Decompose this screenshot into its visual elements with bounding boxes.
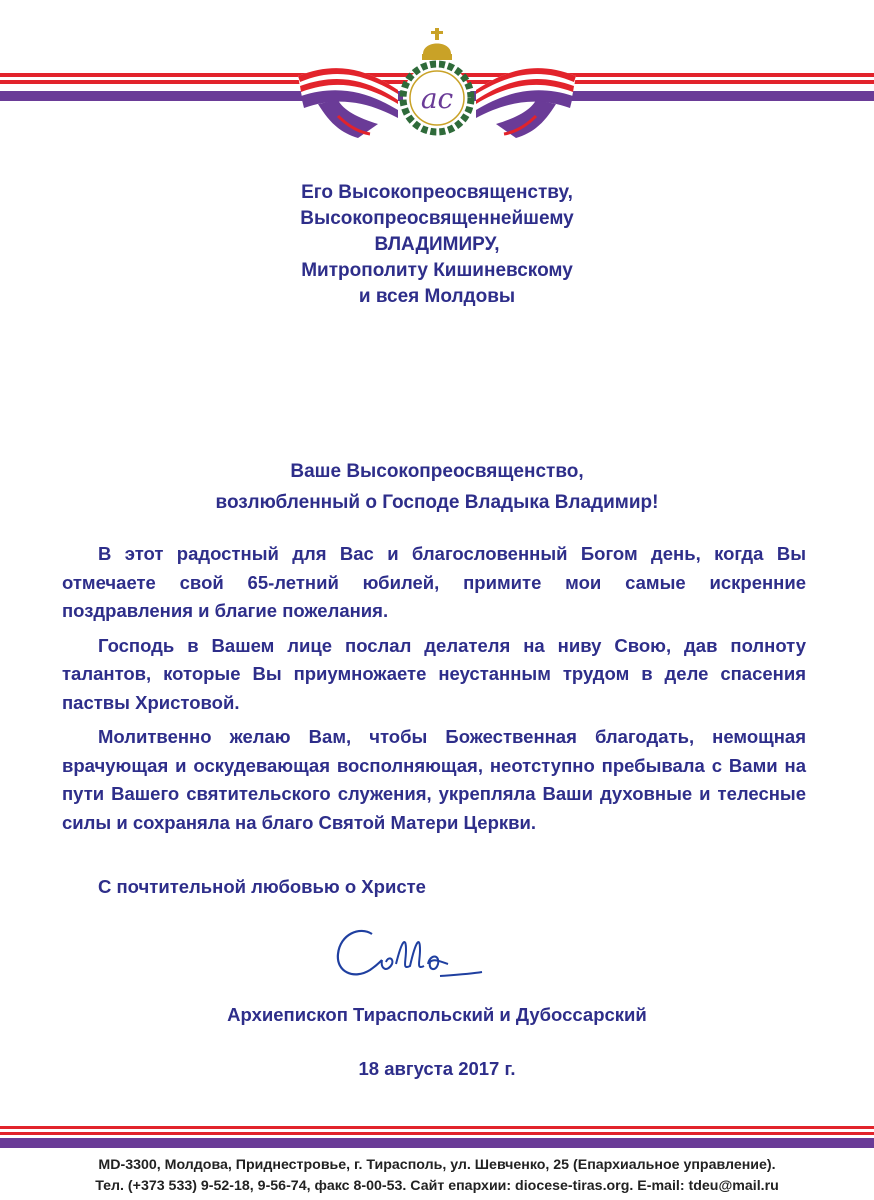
addressee-line: Митрополиту Кишиневскому xyxy=(301,260,573,281)
closing-line: С почтительной любовью о Христе xyxy=(98,876,426,897)
addressee-line: Его Высокопреосвященству, xyxy=(301,182,573,203)
signer-title: Архиепископ Тираспольский и Дубоссарский xyxy=(227,1004,647,1025)
addressee-line: Высокопреосвященнейшему xyxy=(300,208,574,229)
handwritten-signature xyxy=(330,920,500,990)
left-ribbon-icon xyxy=(298,68,398,138)
letterhead-stripes-bottom xyxy=(0,1126,874,1150)
diocese-emblem xyxy=(298,20,576,160)
letter-date: 18 августа 2017 г. xyxy=(358,1058,516,1079)
footer-contacts xyxy=(0,1155,874,1197)
body-paragraph: В этот радостный для Вас и благословенный Богом день, когда Вы отмечаете свой 65-летний юбилей, примите мои самые искренние поздравления и благие пожелания. xyxy=(62,543,806,621)
greeting-block xyxy=(0,456,874,518)
addressee-line: и всея Молдовы xyxy=(358,286,516,307)
body-paragraph: Молитвенно желаю Вам, чтобы Божественная благодать, немощная врачующая и оскудевающая восполняющая, неотступно пребывала с Вами на пути Вашего святительского служения, укрепляла Ваши духовные и телесные силы и сохраняла на благо Святой Матери Церкви. xyxy=(62,726,806,833)
footer-address: MD-3300, Молдова, Приднестровье, г. Тирасполь, ул. Шевченко, 25 (Епархиальное управление). xyxy=(98,1157,776,1173)
greeting-line: Ваше Высокопреосвященство, xyxy=(290,461,584,482)
addressee-line: ВЛАДИМИРУ, xyxy=(374,234,500,255)
letter-body xyxy=(62,540,806,843)
emblem-monogram: ас xyxy=(420,82,454,115)
crown-icon xyxy=(422,28,452,60)
right-ribbon-icon xyxy=(476,68,576,138)
body-paragraph: Господь в Вашем лице послал делателя на ниву Свою, дав полноту талантов, которые Вы приумножаете неустанным трудом в деле спасения паствы Христовой. xyxy=(62,634,806,713)
greeting-line: возлюбленный о Господе Владыка Владимир! xyxy=(215,492,659,513)
addressee-block xyxy=(0,180,874,310)
footer-phones: Тел. (+373 533) 9-52-18, 9-56-74, факс 8-00-53. Сайт епархии: diocese-tiras.org. E-mail: tdeu@mail.ru xyxy=(95,1178,779,1194)
